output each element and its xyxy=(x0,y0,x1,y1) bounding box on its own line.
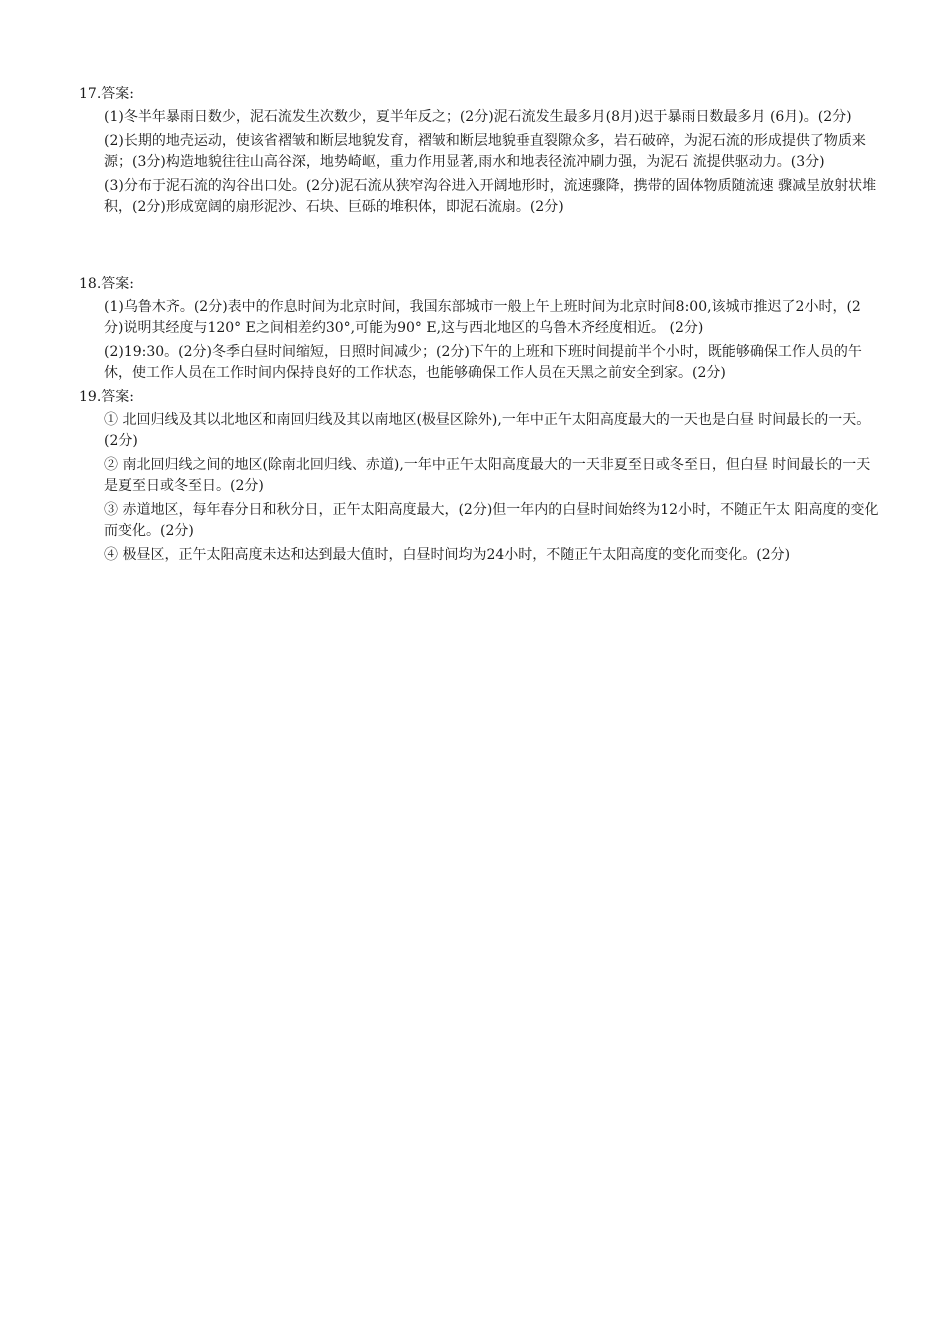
answer-sheet xyxy=(79,84,879,569)
question-19-answer-3: ③ 赤道地区，每年春分日和秋分日，正午太阳高度最大，(2分)但一年内的白昼时间始终为12小时，不随正午太 阳高度的变化而变化。(2分) xyxy=(104,502,879,539)
question-17-answer-2: (2)长期的地壳运动，使该省褶皱和断层地貌发育，褶皱和断层地貌垂直裂隙众多，岩石破碎，为泥石流的形成提供了物质来源；(3分)构造地貌往往山高谷深，地势崎岖，重力作用显著,雨水和地表径流冲刷力强，为泥石 流提供驱动力。(3分) xyxy=(104,133,866,170)
question-18 xyxy=(79,274,879,384)
question-19 xyxy=(79,387,879,566)
question-17-answer-3: (3)分布于泥石流的沟谷出口处。(2分)泥石流从狭窄沟谷进入开阔地形时，流速骤降，携带的固体物质随流速 骤减呈放射状堆积，(2分)形成宽阔的扇形泥沙、石块、巨砾的堆积体，即泥石流扇。(2分) xyxy=(104,178,877,215)
question-17 xyxy=(79,84,879,274)
question-17-title: 17.答案: xyxy=(79,86,134,102)
question-19-answer-2: ② 南北回归线之间的地区(除南北回归线、赤道),一年中正午太阳高度最大的一天非夏至日或冬至日，但白昼 时间最长的一天是夏至日或冬至日。(2分) xyxy=(104,457,871,494)
question-19-answer-1: ① 北回归线及其以北地区和南回归线及其以南地区(极昼区除外),一年中正午太阳高度最大的一天也是白昼 时间最长的一天。(2分) xyxy=(104,412,871,449)
question-18-answer-2: (2)19:30。(2分)冬季白昼时间缩短，日照时间减少；(2分)下午的上班和下班时间提前半个小时，既能够确保工作人员的午休，使工作人员在工作时间内保持良好的工作状态，也能够确保工作人员在天黑之前安全到家。(2分) xyxy=(104,344,862,381)
question-19-title: 19.答案: xyxy=(79,389,134,405)
question-19-answer-4: ④ 极昼区，正午太阳高度未达和达到最大值时，白昼时间均为24小时，不随正午太阳高度的变化而变化。(2分) xyxy=(104,547,791,563)
question-18-answer-1: (1)乌鲁木齐。(2分)表中的作息时间为北京时间，我国东部城市一般上午上班时间为北京时间8:00,该城市推迟了2小时，(2分)说明其经度与120° E之间相差约30°,可能为90° E,这与西北地区的乌鲁木齐经度相近。 (2分) xyxy=(104,299,861,336)
question-17-answer-1: (1)冬半年暴雨日数少，泥石流发生次数少，夏半年反之；(2分)泥石流发生最多月(8月)迟于暴雨日数最多月 (6月)。(2分) xyxy=(104,109,852,125)
question-18-title: 18.答案: xyxy=(79,276,134,292)
